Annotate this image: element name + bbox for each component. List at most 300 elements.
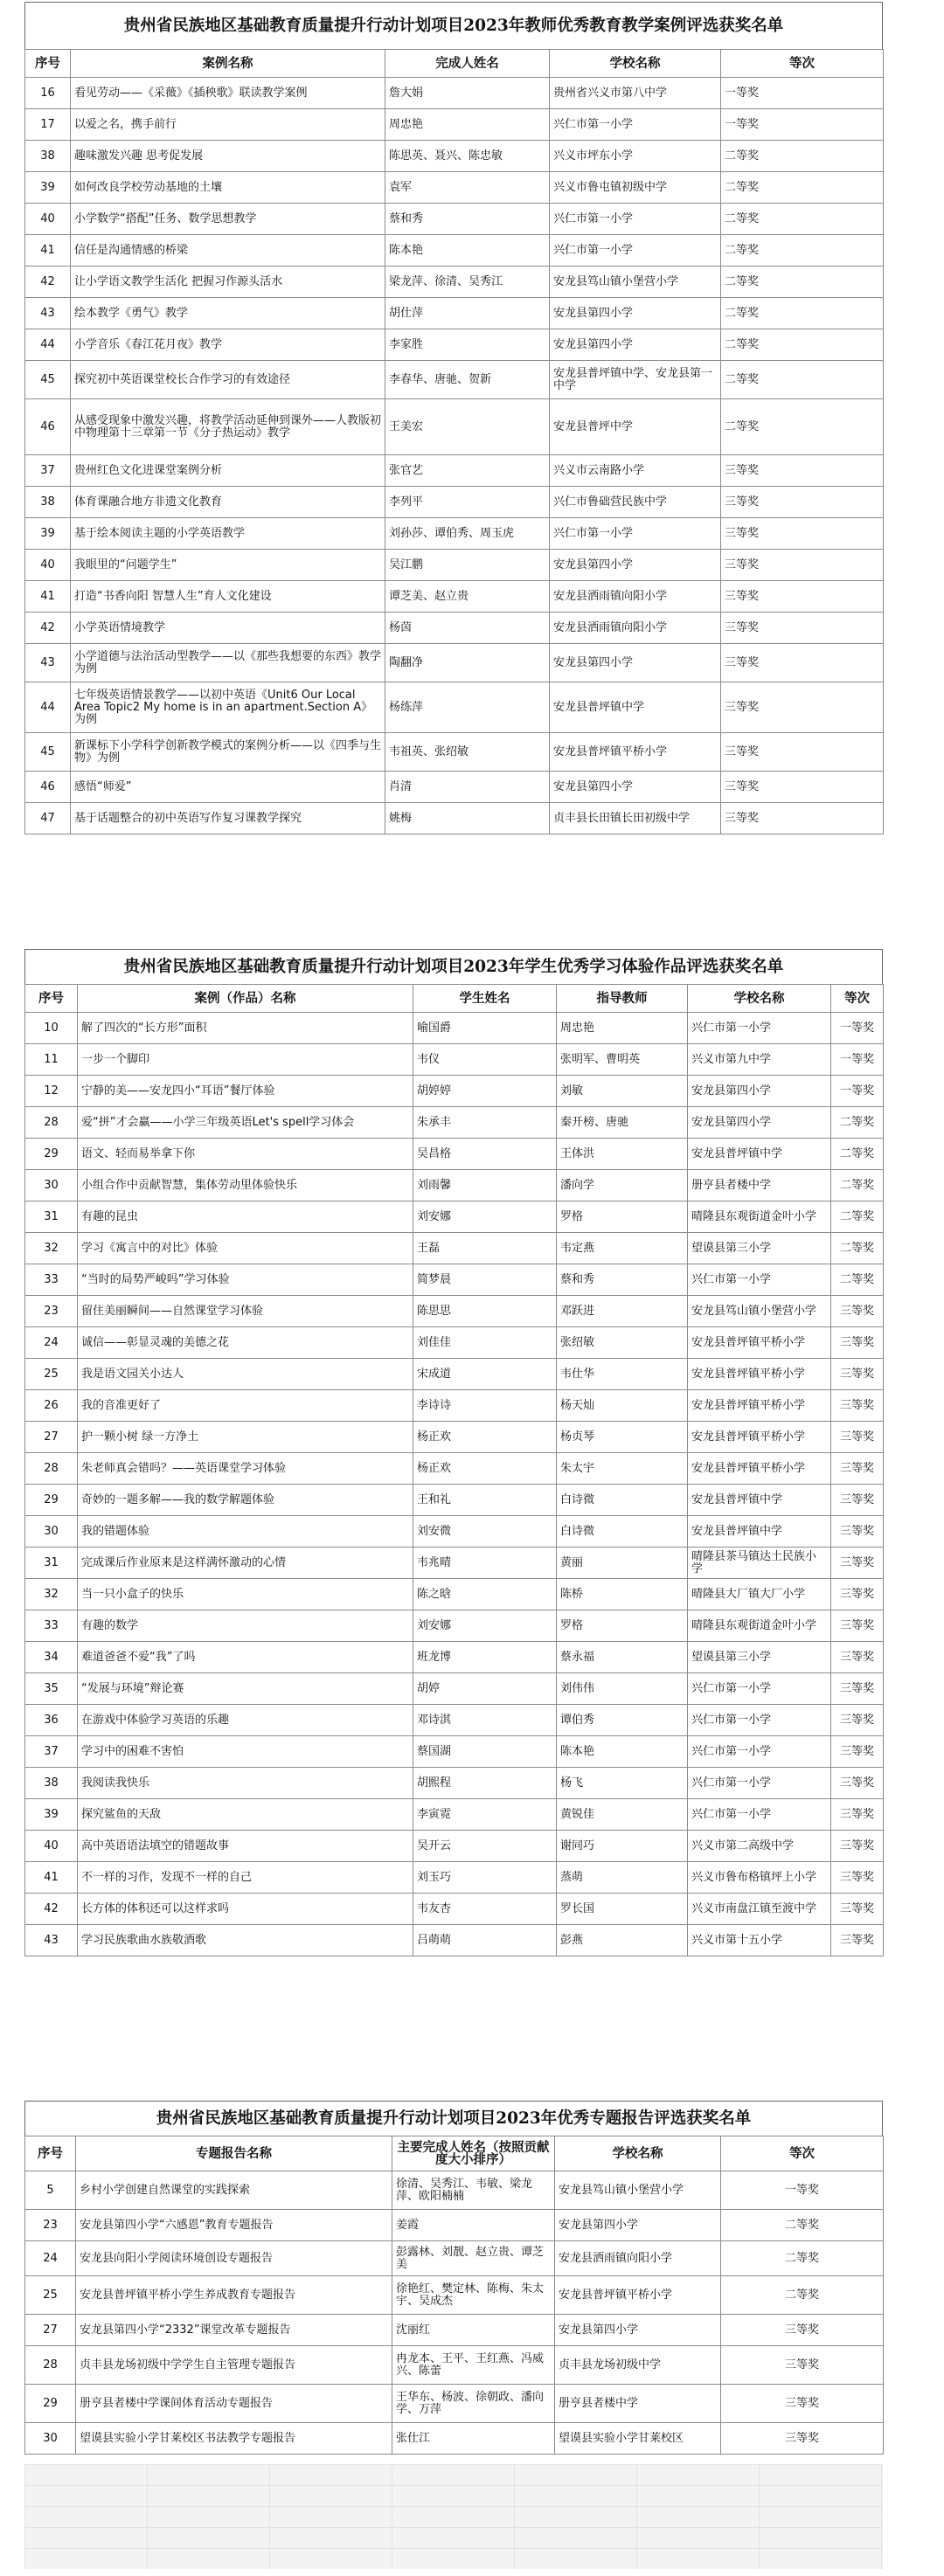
table-cell: 二等奖 xyxy=(831,1201,884,1233)
table-cell: 七年级英语情景教学——以初中英语《Unit6 Our Local Area Topic2 My home is in an apartment.Section A》为例 xyxy=(71,682,385,733)
table-cell: 张绍敏 xyxy=(557,1327,688,1359)
table-cell: 安龙县普坪镇中学 xyxy=(688,1516,831,1548)
table-cell: 兴义市第二高级中学 xyxy=(688,1831,831,1862)
table-cell: 三等奖 xyxy=(721,518,884,550)
table-cell: 望谟县实验小学甘莱校区书法教学专题报告 xyxy=(76,2423,392,2455)
table-cell: 35 xyxy=(25,1673,78,1705)
table-cell: 乡村小学创建自然课堂的实践探索 xyxy=(76,2171,392,2210)
table-cell: 朱太宇 xyxy=(557,1453,688,1485)
table-cell: 31 xyxy=(25,1548,78,1579)
table-cell: 刘伟伟 xyxy=(557,1673,688,1705)
table-cell: 刘雨馨 xyxy=(413,1170,557,1201)
table-row xyxy=(25,1327,884,1359)
table-cell: 打造“书香向阳 智慧人生”育人文化建设 xyxy=(71,581,385,613)
table-cell: 一等奖 xyxy=(831,1044,884,1076)
table-cell: 杨练萍 xyxy=(385,682,550,733)
table-cell: 宁静的美——安龙四小“耳语”餐厅体验 xyxy=(78,1076,413,1107)
table-cell: 安龙县洒雨镇向阳小学 xyxy=(550,613,721,644)
table-cell: 兴义市坪东小学 xyxy=(550,141,721,172)
table-cell: 解了四次的“长方形”面积 xyxy=(78,1013,413,1044)
table-cell: 我眼里的“问题学生” xyxy=(71,550,385,581)
column-header: 学校名称 xyxy=(550,50,721,78)
table-row xyxy=(25,399,884,455)
table-cell: 25 xyxy=(25,2276,76,2315)
table-cell: 23 xyxy=(25,1296,78,1327)
table-cell: 安龙县第四小学“2332”课堂改革专题报告 xyxy=(76,2315,392,2346)
table-cell: 三等奖 xyxy=(721,2385,884,2423)
table-cell: 41 xyxy=(25,581,71,613)
column-header: 等次 xyxy=(721,2136,884,2171)
table-cell: 刘敏 xyxy=(557,1076,688,1107)
table-cell: 王体洪 xyxy=(557,1139,688,1170)
table-row xyxy=(25,644,884,682)
table-cell: 册亨县者楼中学课间体育活动专题报告 xyxy=(76,2385,392,2423)
table-row xyxy=(25,1736,884,1768)
table-cell: 二等奖 xyxy=(721,2276,884,2315)
table-cell: 吕萌萌 xyxy=(413,1925,557,1956)
table-cell: 三等奖 xyxy=(721,644,884,682)
table-cell: 彭露林、刘靓、赵立贵、谭芝美 xyxy=(392,2241,555,2276)
table-cell: 三等奖 xyxy=(831,1422,884,1453)
table-cell: 韦友杏 xyxy=(413,1894,557,1925)
table-cell: 兴仁市第一小学 xyxy=(688,1673,831,1705)
table-cell: 学习中的困难不害怕 xyxy=(78,1736,413,1768)
table-cell: 胡熙程 xyxy=(413,1768,557,1799)
table-cell: 宋成道 xyxy=(413,1359,557,1390)
table-cell: 安龙县洒雨镇向阳小学 xyxy=(555,2241,721,2276)
table-cell: 安龙县普坪镇平桥小学 xyxy=(555,2276,721,2315)
table-cell: 45 xyxy=(25,361,71,399)
table-cell: 陶翻净 xyxy=(385,644,550,682)
table-cell: 蒸萌 xyxy=(557,1862,688,1894)
table-cell: 三等奖 xyxy=(831,1736,884,1768)
table-cell: 黄丽 xyxy=(557,1548,688,1579)
table-cell: 46 xyxy=(25,399,71,455)
table-cell: 三等奖 xyxy=(721,455,884,487)
table-cell: 二等奖 xyxy=(721,2210,884,2241)
table-row xyxy=(25,733,884,772)
column-header: 序号 xyxy=(25,50,71,78)
table-cell: 兴义市鲁屯镇初级中学 xyxy=(550,172,721,204)
table-cell: 蔡永福 xyxy=(557,1642,688,1673)
table-cell: 王磊 xyxy=(413,1233,557,1264)
table-cell: 安龙县普坪中学 xyxy=(550,399,721,455)
table-cell: 陈本艳 xyxy=(557,1736,688,1768)
table-cell: 陈桥 xyxy=(557,1579,688,1610)
table-cell: 冉龙本、王平、王红燕、冯威兴、陈蕾 xyxy=(392,2346,555,2385)
table-cell: 安龙县普坪镇平桥小学生养成教育专题报告 xyxy=(76,2276,392,2315)
table-cell: 一等奖 xyxy=(721,109,884,141)
table-cell: 我的音准更好了 xyxy=(78,1390,413,1422)
table-cell: 三等奖 xyxy=(831,1390,884,1422)
table-row xyxy=(25,267,884,298)
table-cell: 从感受现象中激发兴趣，将教学活动延伸到课外——人教版初中物理第十三章第一节《分子热运动》教学 xyxy=(71,399,385,455)
table-row xyxy=(25,518,884,550)
table-row xyxy=(25,1139,884,1170)
table-cell: 12 xyxy=(25,1076,78,1107)
table-cell: 39 xyxy=(25,518,71,550)
table-cell: 三等奖 xyxy=(831,1799,884,1831)
table-cell: 新课标下小学科学创新教学模式的案例分析——以《四季与生物》为例 xyxy=(71,733,385,772)
table-cell: 册亨县者楼中学 xyxy=(688,1170,831,1201)
table-cell: 安龙县向阳小学阅读环境创设专题报告 xyxy=(76,2241,392,2276)
table-cell: 护一颗小树 绿一方净土 xyxy=(78,1422,413,1453)
table-cell: 贞丰县长田镇长田初级中学 xyxy=(550,803,721,834)
table-cell: 33 xyxy=(25,1264,78,1296)
table-cell: 三等奖 xyxy=(831,1642,884,1673)
empty-sheet-area xyxy=(24,2464,883,2569)
table-cell: 38 xyxy=(25,487,71,518)
table-row xyxy=(25,1013,884,1044)
table-cell: 三等奖 xyxy=(831,1673,884,1705)
table-cell: 姜霞 xyxy=(392,2210,555,2241)
table-cell: 看见劳动——《采薇》《插秧歌》联读教学案例 xyxy=(71,78,385,109)
table-cell: 安龙县普坪镇中学 xyxy=(550,682,721,733)
table-cell: 当一只小盒子的快乐 xyxy=(78,1579,413,1610)
table-cell: 晴隆县东观街道金叶小学 xyxy=(688,1201,831,1233)
table-row xyxy=(25,1233,884,1264)
table-cell: 朱承丰 xyxy=(413,1107,557,1139)
table-cell: 体育课融合地方非遗文化教育 xyxy=(71,487,385,518)
table-cell: 安龙县普坪镇中学 xyxy=(688,1485,831,1516)
table-cell: 安龙县笃山镇小堡营小学 xyxy=(688,1296,831,1327)
table-row xyxy=(25,455,884,487)
table-cell: 安龙县洒雨镇向阳小学 xyxy=(550,581,721,613)
table-cell: 40 xyxy=(25,550,71,581)
table-cell: 三等奖 xyxy=(721,733,884,772)
table-cell: 三等奖 xyxy=(831,1579,884,1610)
table-cell: 二等奖 xyxy=(721,172,884,204)
table-cell: 42 xyxy=(25,1894,78,1925)
table-row xyxy=(25,2210,884,2241)
column-header: 学生姓名 xyxy=(413,985,557,1013)
table-cell: 梁龙萍、徐清、吴秀江 xyxy=(385,267,550,298)
table-cell: 一等奖 xyxy=(831,1013,884,1044)
table-cell: 兴义市鲁布格镇坪上小学 xyxy=(688,1862,831,1894)
table-cell: 在游戏中体验学习英语的乐趣 xyxy=(78,1705,413,1736)
table-cell: 三等奖 xyxy=(831,1925,884,1956)
table-cell: 安龙县普坪镇平桥小学 xyxy=(688,1453,831,1485)
table-cell: 10 xyxy=(25,1013,78,1044)
table-cell: 安龙县笃山镇小堡营小学 xyxy=(550,267,721,298)
table-cell: 安龙县第四小学 xyxy=(555,2210,721,2241)
table-row xyxy=(25,2385,884,2423)
table-cell: 詹大娟 xyxy=(385,78,550,109)
teacher-cases-table xyxy=(24,49,884,834)
table-cell: 安龙县普坪镇中学、安龙县第一中学 xyxy=(550,361,721,399)
table-cell: 谭芝美、赵立贵 xyxy=(385,581,550,613)
table-cell: 28 xyxy=(25,2346,76,2385)
table-cell: 刘佳佳 xyxy=(413,1327,557,1359)
table-cell: 周忠艳 xyxy=(385,109,550,141)
table-cell: 基于绘本阅读主题的小学英语教学 xyxy=(71,518,385,550)
table-cell: 40 xyxy=(25,204,71,235)
table-cell: 二等奖 xyxy=(721,329,884,361)
table-cell: 31 xyxy=(25,1201,78,1233)
table-cell: 王美宏 xyxy=(385,399,550,455)
table-row xyxy=(25,2171,884,2210)
table-cell: 28 xyxy=(25,1107,78,1139)
table-cell: “当时的局势严峻吗”学习体验 xyxy=(78,1264,413,1296)
table-cell: 11 xyxy=(25,1044,78,1076)
table-cell: 安龙县普坪镇平桥小学 xyxy=(688,1359,831,1390)
table-cell: 学习民族歌曲水族敬酒歌 xyxy=(78,1925,413,1956)
table-cell: 邓诗淇 xyxy=(413,1705,557,1736)
table-cell: 二等奖 xyxy=(721,2241,884,2276)
table-cell: 三等奖 xyxy=(831,1453,884,1485)
table-cell: 杨飞 xyxy=(557,1768,688,1799)
table-cell: 胡仕萍 xyxy=(385,298,550,329)
table-cell: 韦祖英、张绍敏 xyxy=(385,733,550,772)
table-cell: 24 xyxy=(25,1327,78,1359)
table-cell: 徐清、吴秀江、韦敏、梁龙萍、欧阳楠楠 xyxy=(392,2171,555,2210)
table-row xyxy=(25,1862,884,1894)
table-cell: 二等奖 xyxy=(831,1233,884,1264)
table-cell: 45 xyxy=(25,733,71,772)
table-cell: 三等奖 xyxy=(831,1610,884,1642)
table-cell: 47 xyxy=(25,803,71,834)
table-cell: 33 xyxy=(25,1610,78,1642)
table-cell: 刘安娜 xyxy=(413,1201,557,1233)
table-cell: 小学数学“搭配”任务、数学思想教学 xyxy=(71,204,385,235)
table-cell: 一等奖 xyxy=(721,2171,884,2210)
table-cell: 长方体的体积还可以这样求吗 xyxy=(78,1894,413,1925)
table-cell: 三等奖 xyxy=(831,1894,884,1925)
table-row xyxy=(25,2346,884,2385)
table-cell: 有趣的昆虫 xyxy=(78,1201,413,1233)
table-cell: 三等奖 xyxy=(721,581,884,613)
column-header: 案例名称 xyxy=(71,50,385,78)
table-row xyxy=(25,581,884,613)
table-cell: 罗长国 xyxy=(557,1894,688,1925)
table-cell: 王和礼 xyxy=(413,1485,557,1516)
table-cell: 信任是沟通情感的桥梁 xyxy=(71,235,385,267)
table-cell: 我阅读我快乐 xyxy=(78,1768,413,1799)
table-cell: 蔡和秀 xyxy=(557,1264,688,1296)
table-row xyxy=(25,1044,884,1076)
table-cell: 兴义市南盘江镇至渡中学 xyxy=(688,1894,831,1925)
teacher-cases-title: 贵州省民族地区基础教育质量提升行动计划项目2023年教师优秀教育教学案例评选获奖名单 xyxy=(24,2,883,49)
table-cell: 小组合作中贡献智慧，集体劳动里体验快乐 xyxy=(78,1170,413,1201)
table-row xyxy=(25,172,884,204)
table-cell: 刘玉巧 xyxy=(413,1862,557,1894)
table-row xyxy=(25,487,884,518)
table-cell: 23 xyxy=(25,2210,76,2241)
table-row xyxy=(25,1201,884,1233)
table-cell: 李寅霓 xyxy=(413,1799,557,1831)
table-cell: 安龙县第四小学 xyxy=(550,644,721,682)
table-cell: 兴仁市第一小学 xyxy=(688,1736,831,1768)
table-cell: 三等奖 xyxy=(721,550,884,581)
table-cell: 奇妙的一题多解——我的数学解题体验 xyxy=(78,1485,413,1516)
table-row xyxy=(25,2241,884,2276)
table-cell: 贞丰县龙场初级中学学生自主管理专题报告 xyxy=(76,2346,392,2385)
table-cell: 安龙县普坪镇中学 xyxy=(688,1139,831,1170)
table-cell: 25 xyxy=(25,1359,78,1390)
table-row xyxy=(25,1107,884,1139)
column-header: 等次 xyxy=(831,985,884,1013)
table-cell: 难道爸爸不爱“我”了吗 xyxy=(78,1642,413,1673)
table-cell: 16 xyxy=(25,78,71,109)
table-cell: 趣味激发兴趣 思考促发展 xyxy=(71,141,385,172)
reports-title: 贵州省民族地区基础教育质量提升行动计划项目2023年优秀专题报告评选获奖名单 xyxy=(24,2101,883,2136)
table-cell: 安龙县第四小学 xyxy=(550,550,721,581)
table-cell: 5 xyxy=(25,2171,76,2210)
column-header: 学校名称 xyxy=(555,2136,721,2171)
table-cell: 27 xyxy=(25,1422,78,1453)
table-cell: 爱“拼”才会赢——小学三年级英语Let's spell学习体会 xyxy=(78,1107,413,1139)
reports-section xyxy=(24,2101,883,2455)
table-cell: 基于话题整合的初中英语写作复习课教学探究 xyxy=(71,803,385,834)
table-cell: 小学音乐《春江花月夜》教学 xyxy=(71,329,385,361)
table-row xyxy=(25,1548,884,1579)
table-cell: 陈思思 xyxy=(413,1296,557,1327)
table-cell: 白诗微 xyxy=(557,1485,688,1516)
table-row xyxy=(25,2315,884,2346)
table-cell: 30 xyxy=(25,2423,76,2455)
teacher-cases-section xyxy=(24,2,883,834)
table-cell: 语文、轻而易举拿下你 xyxy=(78,1139,413,1170)
table-cell: 安龙县普坪镇平桥小学 xyxy=(688,1327,831,1359)
table-cell: 探究初中英语课堂校长合作学习的有效途径 xyxy=(71,361,385,399)
table-cell: 班龙博 xyxy=(413,1642,557,1673)
table-cell: 37 xyxy=(25,455,71,487)
table-cell: 安龙县第四小学“六感恩”教育专题报告 xyxy=(76,2210,392,2241)
table-row xyxy=(25,1610,884,1642)
table-cell: 吴昌格 xyxy=(413,1139,557,1170)
table-cell: 三等奖 xyxy=(831,1548,884,1579)
table-cell: 安龙县普坪镇平桥小学 xyxy=(550,733,721,772)
table-cell: 43 xyxy=(25,298,71,329)
column-header: 主要完成人姓名（按照贡献度大小排序） xyxy=(392,2136,555,2171)
table-row xyxy=(25,1485,884,1516)
table-cell: 感悟“师爱” xyxy=(71,772,385,803)
table-row xyxy=(25,1422,884,1453)
column-header: 序号 xyxy=(25,2136,76,2171)
reports-table xyxy=(24,2136,884,2455)
table-row xyxy=(25,1579,884,1610)
table-row xyxy=(25,1642,884,1673)
table-row xyxy=(25,141,884,172)
table-cell: 望谟县第三小学 xyxy=(688,1233,831,1264)
table-cell: 二等奖 xyxy=(721,361,884,399)
table-cell: 杨茵 xyxy=(385,613,550,644)
table-cell: 三等奖 xyxy=(721,682,884,733)
table-cell: 32 xyxy=(25,1579,78,1610)
table-cell: 一步一个脚印 xyxy=(78,1044,413,1076)
table-cell: 29 xyxy=(25,2385,76,2423)
table-cell: 贵州红色文化进课堂案例分析 xyxy=(71,455,385,487)
table-cell: 李家胜 xyxy=(385,329,550,361)
table-cell: 41 xyxy=(25,1862,78,1894)
table-cell: 我的错题体验 xyxy=(78,1516,413,1548)
table-cell: 三等奖 xyxy=(831,1296,884,1327)
table-row xyxy=(25,1673,884,1705)
table-cell: 安龙县普坪镇平桥小学 xyxy=(688,1390,831,1422)
table-cell: 安龙县第四小学 xyxy=(688,1107,831,1139)
table-row xyxy=(25,1390,884,1422)
table-cell: 杨正欢 xyxy=(413,1422,557,1453)
table-cell: 以爱之名，携手前行 xyxy=(71,109,385,141)
table-cell: 三等奖 xyxy=(721,613,884,644)
table-cell: 罗格 xyxy=(557,1201,688,1233)
table-cell: 诚信——彰显灵魂的美德之花 xyxy=(78,1327,413,1359)
table-cell: 兴仁市第一小学 xyxy=(688,1768,831,1799)
table-cell: 刘安娜 xyxy=(413,1610,557,1642)
table-cell: 望谟县实验小学甘莱校区 xyxy=(555,2423,721,2455)
table-cell: 张明军、曹明英 xyxy=(557,1044,688,1076)
table-cell: 29 xyxy=(25,1485,78,1516)
table-cell: 有趣的数学 xyxy=(78,1610,413,1642)
table-cell: 册亨县者楼中学 xyxy=(555,2385,721,2423)
table-cell: 陈之晗 xyxy=(413,1579,557,1610)
table-cell: 二等奖 xyxy=(721,141,884,172)
table-row xyxy=(25,1296,884,1327)
table-cell: 胡婷婷 xyxy=(413,1076,557,1107)
table-row xyxy=(25,78,884,109)
table-cell: 30 xyxy=(25,1170,78,1201)
table-cell: 不一样的习作，发现不一样的自己 xyxy=(78,1862,413,1894)
table-cell: 黄锐佳 xyxy=(557,1799,688,1831)
table-cell: 三等奖 xyxy=(721,2423,884,2455)
table-cell: “发展与环境”辩论赛 xyxy=(78,1673,413,1705)
table-cell: 兴仁市第一小学 xyxy=(688,1799,831,1831)
table-cell: 兴仁市第一小学 xyxy=(688,1013,831,1044)
table-cell: 周忠艳 xyxy=(557,1013,688,1044)
table-cell: 贵州省兴义市第八中学 xyxy=(550,78,721,109)
table-cell: 29 xyxy=(25,1139,78,1170)
table-cell: 陈思英、聂兴、陈忠敏 xyxy=(385,141,550,172)
table-cell: 安龙县第四小学 xyxy=(550,329,721,361)
table-cell: 安龙县第四小学 xyxy=(550,298,721,329)
table-cell: 肖清 xyxy=(385,772,550,803)
table-cell: 杨正欢 xyxy=(413,1453,557,1485)
table-cell: 李诗诗 xyxy=(413,1390,557,1422)
table-cell: 32 xyxy=(25,1233,78,1264)
table-cell: 安龙县第四小学 xyxy=(550,772,721,803)
table-cell: 兴仁市第一小学 xyxy=(550,204,721,235)
table-cell: 如何改良学校劳动基地的土壤 xyxy=(71,172,385,204)
table-cell: 三等奖 xyxy=(831,1327,884,1359)
table-cell: 36 xyxy=(25,1705,78,1736)
table-cell: 44 xyxy=(25,682,71,733)
table-cell: 24 xyxy=(25,2241,76,2276)
table-cell: 吴江鹏 xyxy=(385,550,550,581)
table-row xyxy=(25,1894,884,1925)
table-row xyxy=(25,682,884,733)
table-cell: 30 xyxy=(25,1516,78,1548)
table-cell: 43 xyxy=(25,1925,78,1956)
table-cell: 二等奖 xyxy=(721,399,884,455)
table-cell: 韦仕华 xyxy=(557,1359,688,1390)
table-cell: 简梦晨 xyxy=(413,1264,557,1296)
table-cell: 陈本艳 xyxy=(385,235,550,267)
table-row xyxy=(25,2276,884,2315)
table-cell: 潘向学 xyxy=(557,1170,688,1201)
table-cell: 三等奖 xyxy=(831,1359,884,1390)
table-cell: 兴仁市第一小学 xyxy=(550,518,721,550)
table-row xyxy=(25,613,884,644)
table-cell: 三等奖 xyxy=(721,487,884,518)
table-cell: 三等奖 xyxy=(721,2346,884,2385)
table-cell: 刘孙莎、谭伯秀、周玉虎 xyxy=(385,518,550,550)
table-cell: 三等奖 xyxy=(831,1485,884,1516)
table-cell: 兴仁市第一小学 xyxy=(688,1264,831,1296)
table-cell: 谢同巧 xyxy=(557,1831,688,1862)
table-cell: 沈丽红 xyxy=(392,2315,555,2346)
table-row xyxy=(25,1925,884,1956)
table-cell: 韦定燕 xyxy=(557,1233,688,1264)
